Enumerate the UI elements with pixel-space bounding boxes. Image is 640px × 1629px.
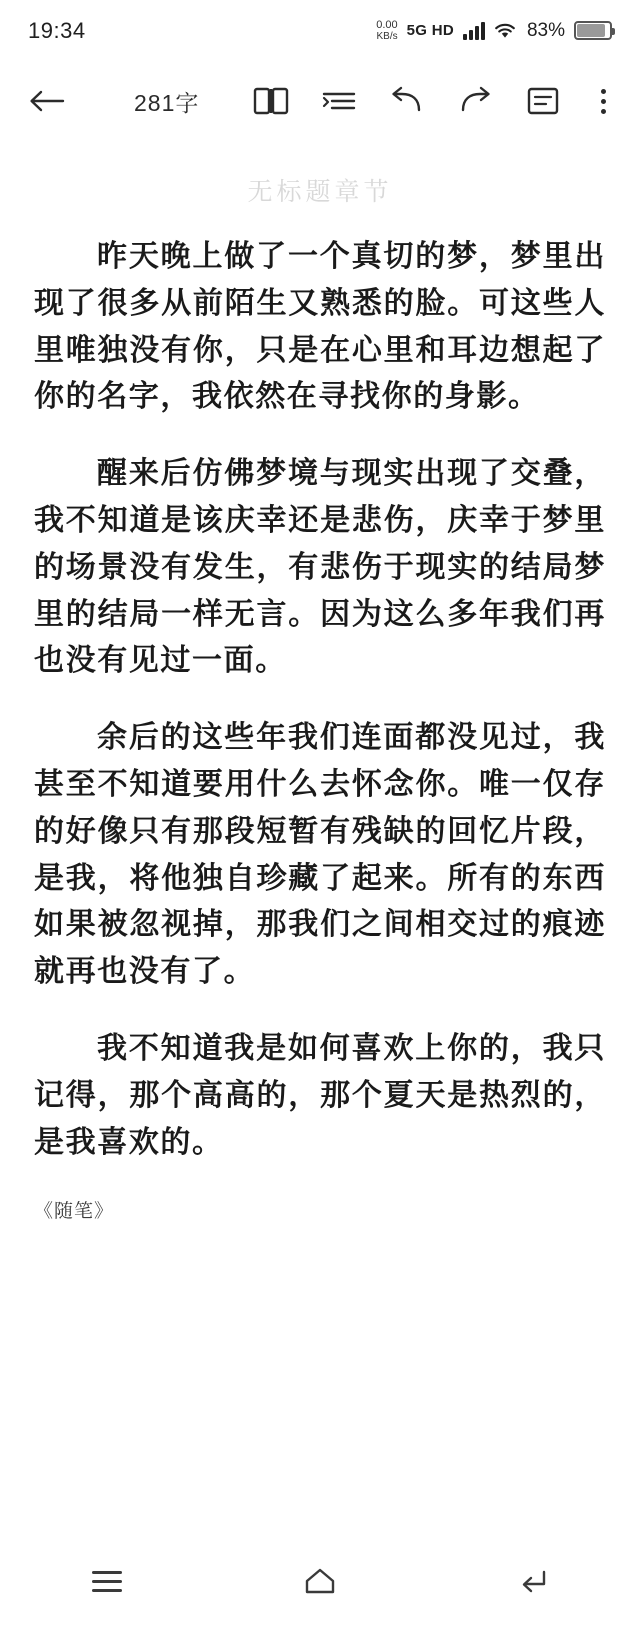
status-bar — [0, 0, 640, 62]
document-footnote: 《随笔》 — [34, 1200, 115, 1223]
editor-toolbar — [0, 62, 640, 140]
undo-button[interactable] — [386, 80, 428, 122]
word-count-label: 281字 — [134, 89, 200, 116]
redo-button[interactable] — [454, 80, 496, 122]
network-speed-unit: KB/s — [376, 30, 398, 42]
note-button[interactable] — [522, 80, 564, 122]
more-vertical-icon — [601, 89, 606, 94]
nav-back-button[interactable] — [488, 1551, 578, 1611]
undo-arrow-icon — [388, 85, 426, 117]
battery-percent-label: 83% — [526, 19, 565, 41]
paragraph: 昨天晚上做了一个真切的梦，梦里出现了很多从前陌生又熟悉的脸。可这些人里唯独没有你，只是在心里和耳边想起了你的名字，我依然在寻找你的身影。 — [34, 239, 606, 415]
toolbar-actions — [250, 80, 616, 122]
network-speed-value: 0.00 — [376, 18, 398, 31]
book-open-icon — [252, 85, 290, 117]
more-options-button[interactable] — [590, 80, 616, 122]
paragraph: 我不知道我是如何喜欢上你的，我只记得，那个高高的，那个夏天是热烈的，是我喜欢的。 — [34, 1030, 606, 1160]
book-open-button[interactable] — [250, 80, 292, 122]
document-body[interactable] — [0, 140, 640, 1521]
recents-button[interactable] — [62, 1551, 152, 1611]
outline-button[interactable] — [318, 80, 360, 122]
system-nav-bar — [0, 1533, 640, 1629]
wifi-icon — [494, 22, 516, 40]
home-button[interactable] — [275, 1551, 365, 1611]
redo-arrow-icon — [456, 85, 494, 117]
document-list-icon — [525, 85, 561, 117]
status-clock: 19:34 — [28, 18, 86, 43]
signal-bars-icon — [463, 22, 485, 40]
network-speed — [376, 20, 397, 42]
paragraph: 余后的这些年我们连面都没见过，我甚至不知道要用什么去怀念你。唯一仅存的好像只有那段短暂有残缺的回忆片段，是我，将他独自珍藏了起来。所有的东西如果被忽视掉，那我们之间相交过的痕迹就再也没有了。 — [34, 720, 606, 990]
arrow-left-icon — [27, 87, 67, 115]
text-align-icon — [320, 85, 358, 117]
chapter-title: 无标题章节 — [247, 177, 393, 206]
back-button[interactable] — [24, 78, 70, 124]
back-arrow-icon — [513, 1564, 553, 1598]
status-indicators — [376, 20, 612, 42]
home-icon — [300, 1564, 340, 1598]
recents-menu-icon — [92, 1571, 122, 1592]
network-type-label: 5G HD — [406, 22, 454, 40]
paragraph: 醒来后仿佛梦境与现实出现了交叠，我不知道是该庆幸还是悲伤，庆幸于梦里的场景没有发生，有悲伤于现实的结局梦里的结局一样无言。因为这么多年我们再也没有见过一面。 — [34, 456, 606, 679]
battery-icon — [574, 21, 612, 40]
